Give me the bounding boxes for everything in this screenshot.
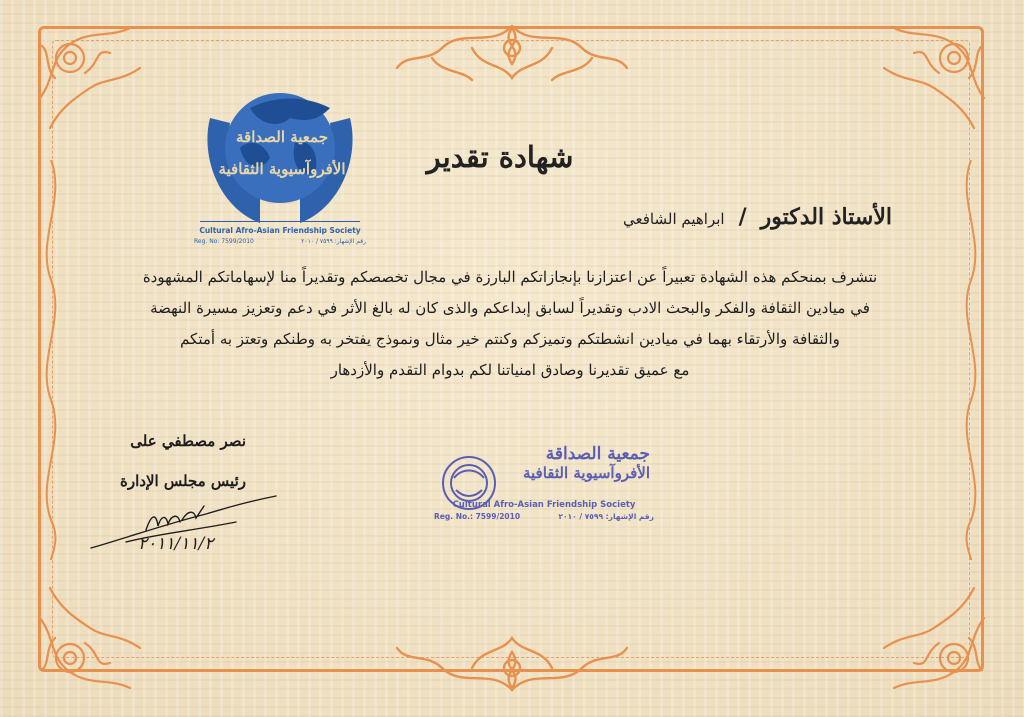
signer-role: رئيس مجلس الإدارة — [120, 472, 246, 490]
body-line-3: والثقافة والأرتقاء بهما في ميادين انشطتكم وتميزكم وكنتم خير مثال ونموذج يفتخر به وطنكم وتعتز به أمتكم — [180, 330, 840, 348]
logo-arabic-line1: جمعية الصداقة — [236, 128, 328, 146]
left-vine-ornament-icon — [36, 160, 66, 560]
signature-date: ٢٠١١/١١/٢ — [138, 534, 214, 554]
recipient-separator: / — [738, 205, 747, 230]
logo-english-name: Cultural Afro-Asian Friendship Society — [199, 226, 361, 235]
stamp-arabic-line1: جمعية الصداقة — [545, 444, 650, 464]
logo-reg-no-ar: رقم الإشهار: ٧٥٩٩ / ٢٠١٠ — [301, 238, 366, 245]
body-line-2: في ميادين الثقافة والفكر والبحث الادب وتقديراً لسابق إبداعكم والذى كان له بالغ الأثر في دعم وتعزيز مسيرة النهضة — [150, 299, 870, 317]
stamp-reg-no-ar: رقم الإشهار: ٧٥٩٩ / ٢٠١٠ — [558, 512, 654, 521]
recipient-title: الأستاذ الدكتور — [760, 204, 892, 230]
corner-ornament-top-left-icon — [30, 18, 160, 138]
society-logo — [190, 78, 370, 253]
recipient-row — [623, 204, 892, 230]
certificate-title: شهادة تقدير — [426, 140, 574, 174]
stamp-english-name: Cultural Afro-Asian Friendship Society — [452, 500, 636, 510]
corner-ornament-top-right-icon — [864, 18, 994, 138]
stamp-arabic-line2: الأفروآسيوية الثقافية — [522, 464, 650, 482]
stamp-reg-no: Reg. No.: 7599/2010 — [434, 512, 521, 521]
certificate-body — [110, 262, 910, 386]
recipient-name: ابراهيم الشافعي — [623, 210, 725, 228]
top-center-ornament-icon — [392, 18, 632, 88]
signer-block — [96, 432, 246, 490]
society-stamp — [434, 444, 654, 534]
body-line-1: نتشرف بمنحكم هذه الشهادة تعبيراً عن اعتزازنا بإنجازاتكم البارزة في مجال تخصصكم وتقديراً منا لإسهاماتكم المشهودة — [142, 268, 878, 286]
logo-reg-no: Reg. No: 7599/2010 — [194, 238, 254, 245]
body-line-4: مع عميق تقديرنا وصادق امنياتنا لكم بدوام التقدم والأزدهار — [330, 361, 690, 379]
corner-ornament-bottom-left-icon — [30, 578, 160, 698]
signer-name: نصر مصطفي على — [130, 432, 246, 450]
bottom-center-ornament-icon — [392, 628, 632, 700]
logo-arabic-line2: الأفروآسيوية الثقافية — [218, 160, 346, 178]
right-vine-ornament-icon — [956, 160, 986, 560]
corner-ornament-bottom-right-icon — [864, 578, 994, 698]
